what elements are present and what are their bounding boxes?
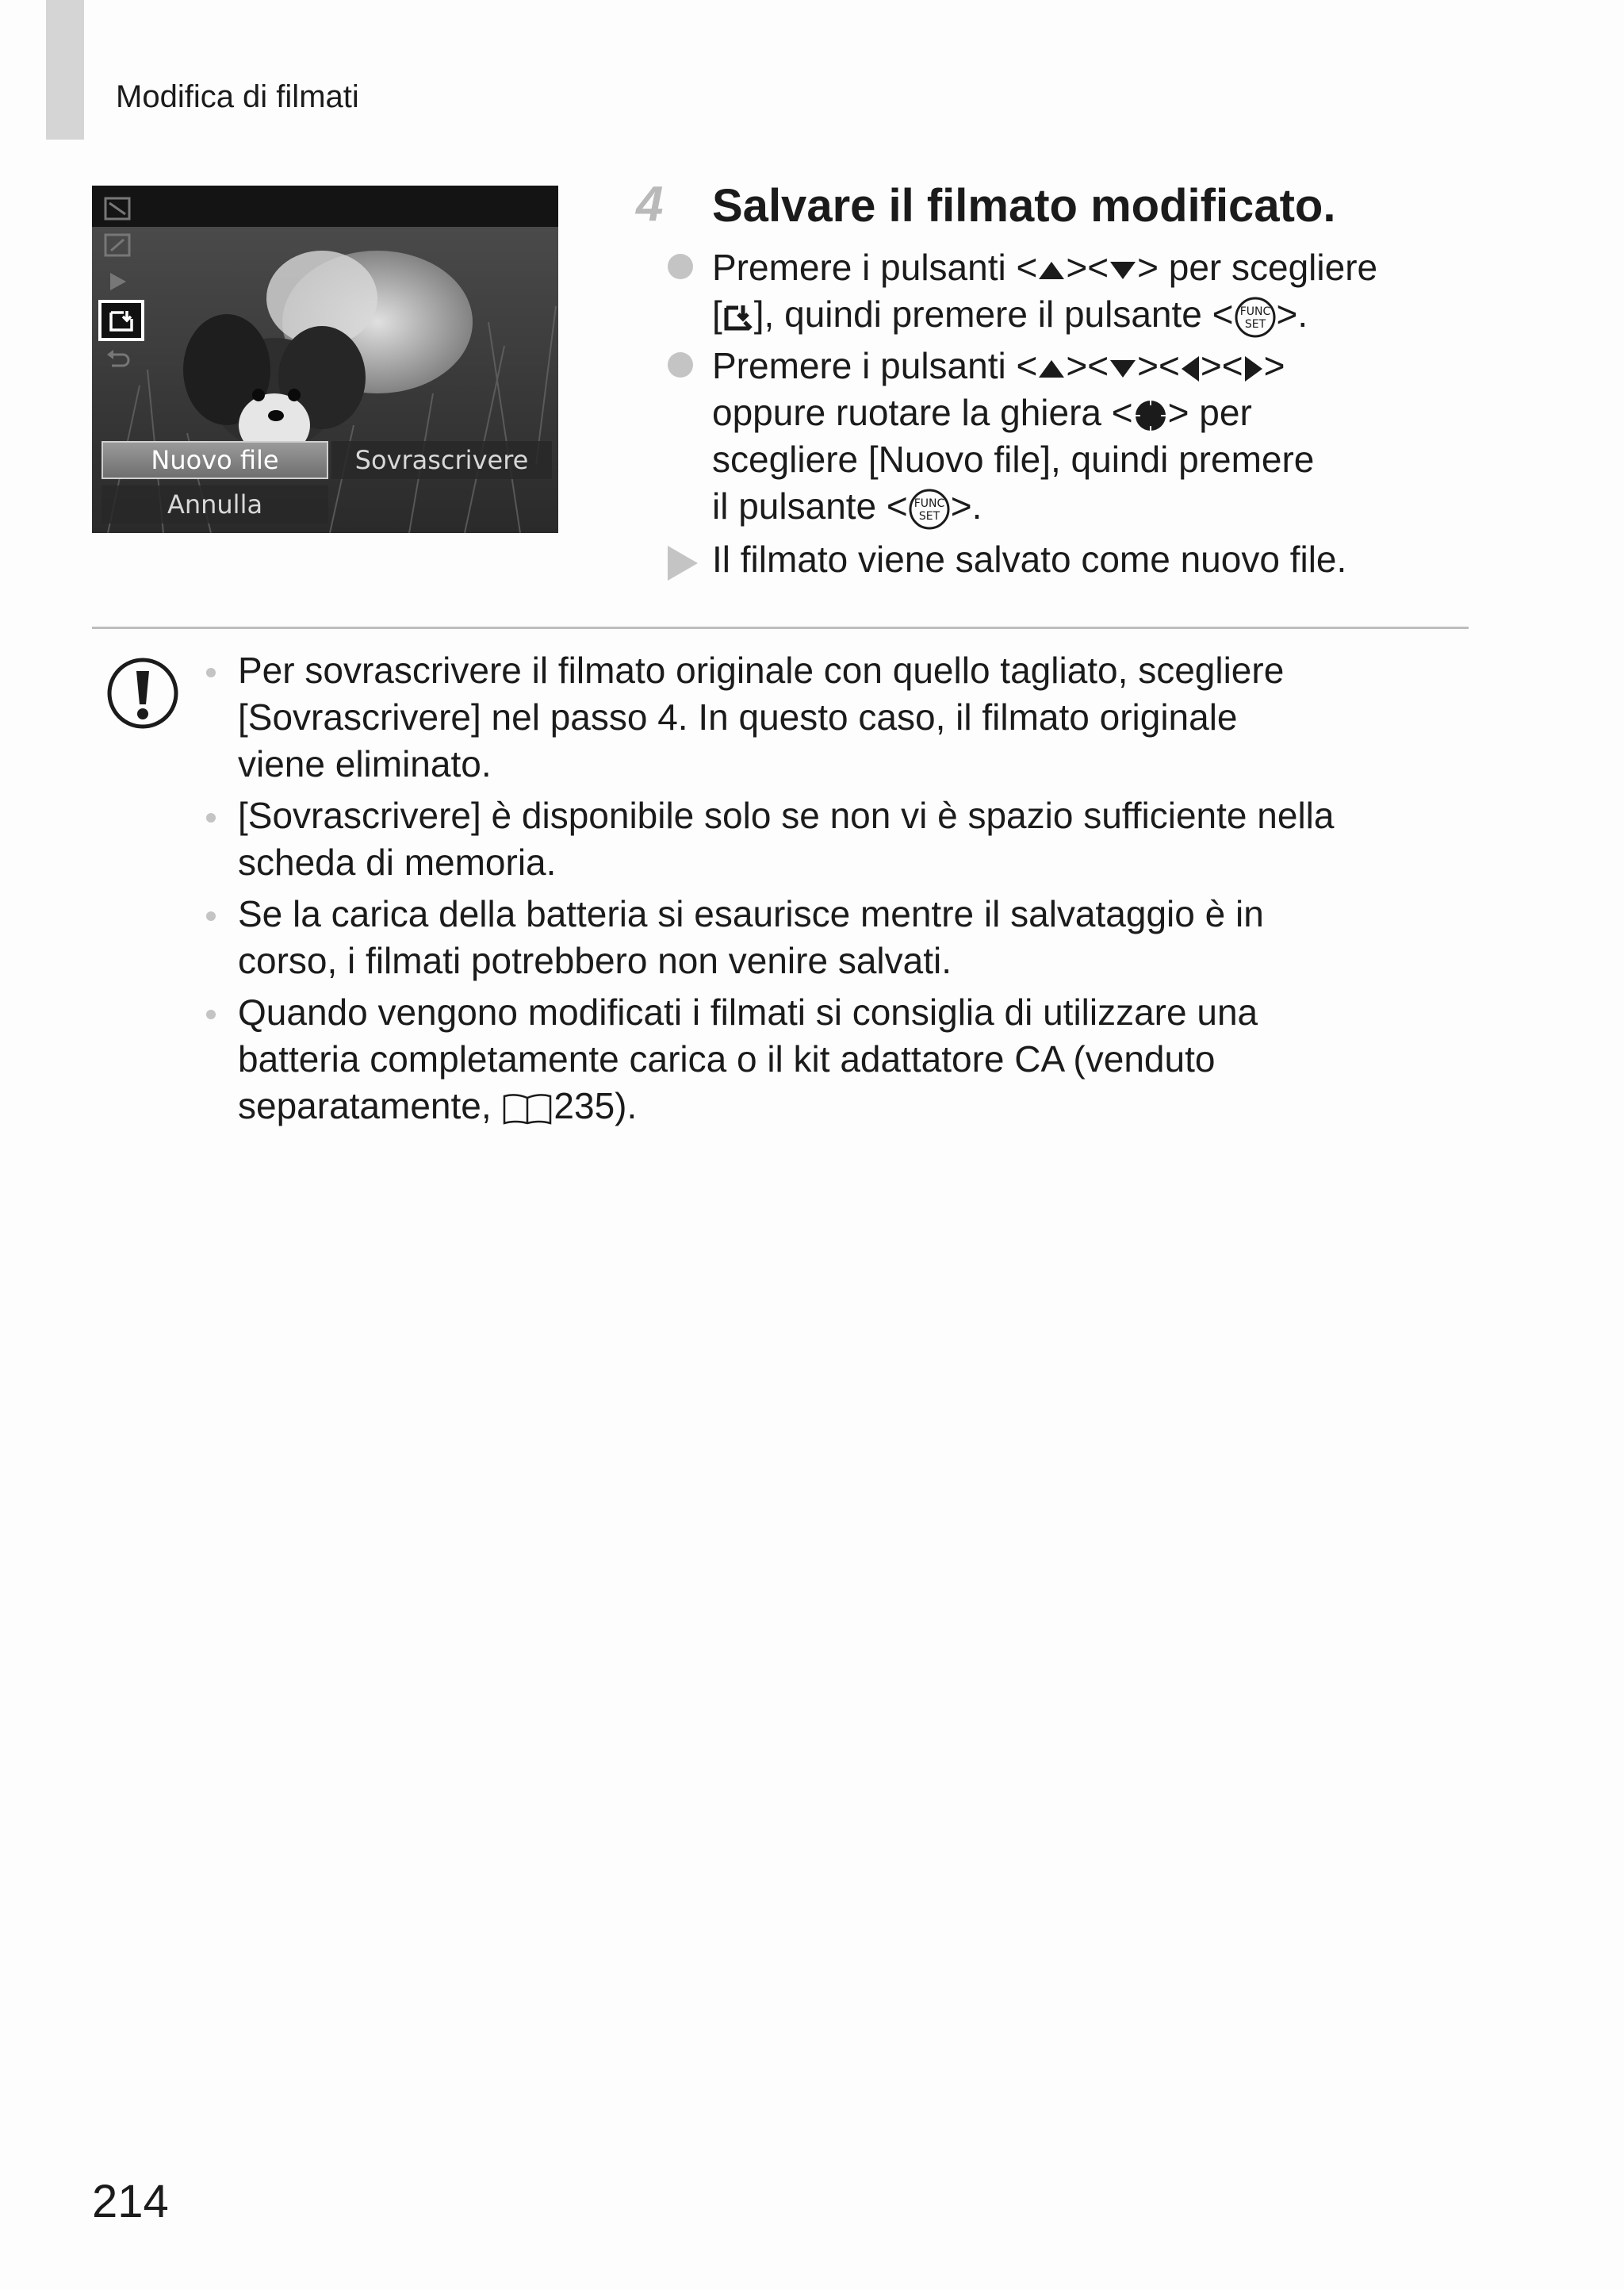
instruction-2: Premere i pulsanti < >< >< >< > oppure ruotare la ghiera < > per scegliere [Nuovo file], quindi premere il pulsante < FUNC SET >. [712,343,1314,530]
divider [92,627,1469,629]
svg-text:SET: SET [918,509,940,523]
section-title: Modifica di filmati [116,79,359,114]
page-number: 214 [92,2176,169,2227]
bullet-dot [206,1010,216,1019]
caution-icon [105,655,181,731]
option-overwrite[interactable]: Sovrascrivere [331,441,552,479]
result-line: Il filmato viene salvato come nuovo file. [712,536,1346,583]
option-cancel[interactable]: Annulla [102,485,328,524]
left-arrow-icon [1180,355,1201,383]
book-reference-icon [501,1091,553,1126]
result-arrow-icon [668,546,698,581]
up-arrow-icon [1037,359,1066,379]
bullet-dot [206,668,216,677]
svg-text:FUNC: FUNC [914,497,945,510]
func-set-button-icon [1234,296,1277,339]
bullet-dot [206,911,216,921]
bullet-dot [668,254,693,279]
save-new-file-icon [722,301,754,333]
return-icon[interactable] [100,341,135,378]
section-tab-marker [46,0,84,140]
caution-notes [238,647,1475,1134]
option-new-file[interactable]: Nuovo file [102,441,328,479]
note-item: [Sovrascrivere] è disponibile solo se non vi è spazio sufficiente nella scheda di memoria. [238,792,1475,886]
down-arrow-icon [1109,260,1137,281]
control-dial-icon [1133,398,1168,433]
down-arrow-icon [1109,359,1137,379]
camera-screen-image [92,186,558,533]
step-title: Salvare il filmato modificato. [712,180,1336,232]
bullet-dot [668,352,693,378]
bullet-dot [206,813,216,823]
step-number: 4 [636,177,664,232]
cut-icon[interactable] [100,227,135,263]
camera-edit-menu [100,190,140,378]
instruction-1: Premere i pulsanti < >< > per scegliere [ ], quindi premere il pulsante < FUNC SET >. [712,244,1377,338]
right-arrow-icon [1243,355,1264,383]
svg-text:SET: SET [1244,317,1266,331]
note-item: Per sovrascrivere il filmato originale con quello tagliato, scegliere [Sovrascrivere] nel passo 4. In questo caso, il filmato originale viene eliminato. [238,647,1475,788]
play-icon[interactable] [100,263,135,300]
note-item: Quando vengono modificati i filmati si consiglia di utilizzare una batteria completamente carica o il kit adattatore CA (venduto separatamente, 235). [238,989,1475,1130]
note-item: Se la carica della batteria si esaurisce mentre il salvataggio è in corso, i filmati potrebbero non venire salvati. [238,891,1475,984]
func-set-button-icon [908,488,951,531]
movie-cut-icon[interactable] [100,190,135,227]
save-icon[interactable] [98,300,144,341]
up-arrow-icon [1037,260,1066,281]
svg-text:FUNC: FUNC [1239,305,1270,318]
